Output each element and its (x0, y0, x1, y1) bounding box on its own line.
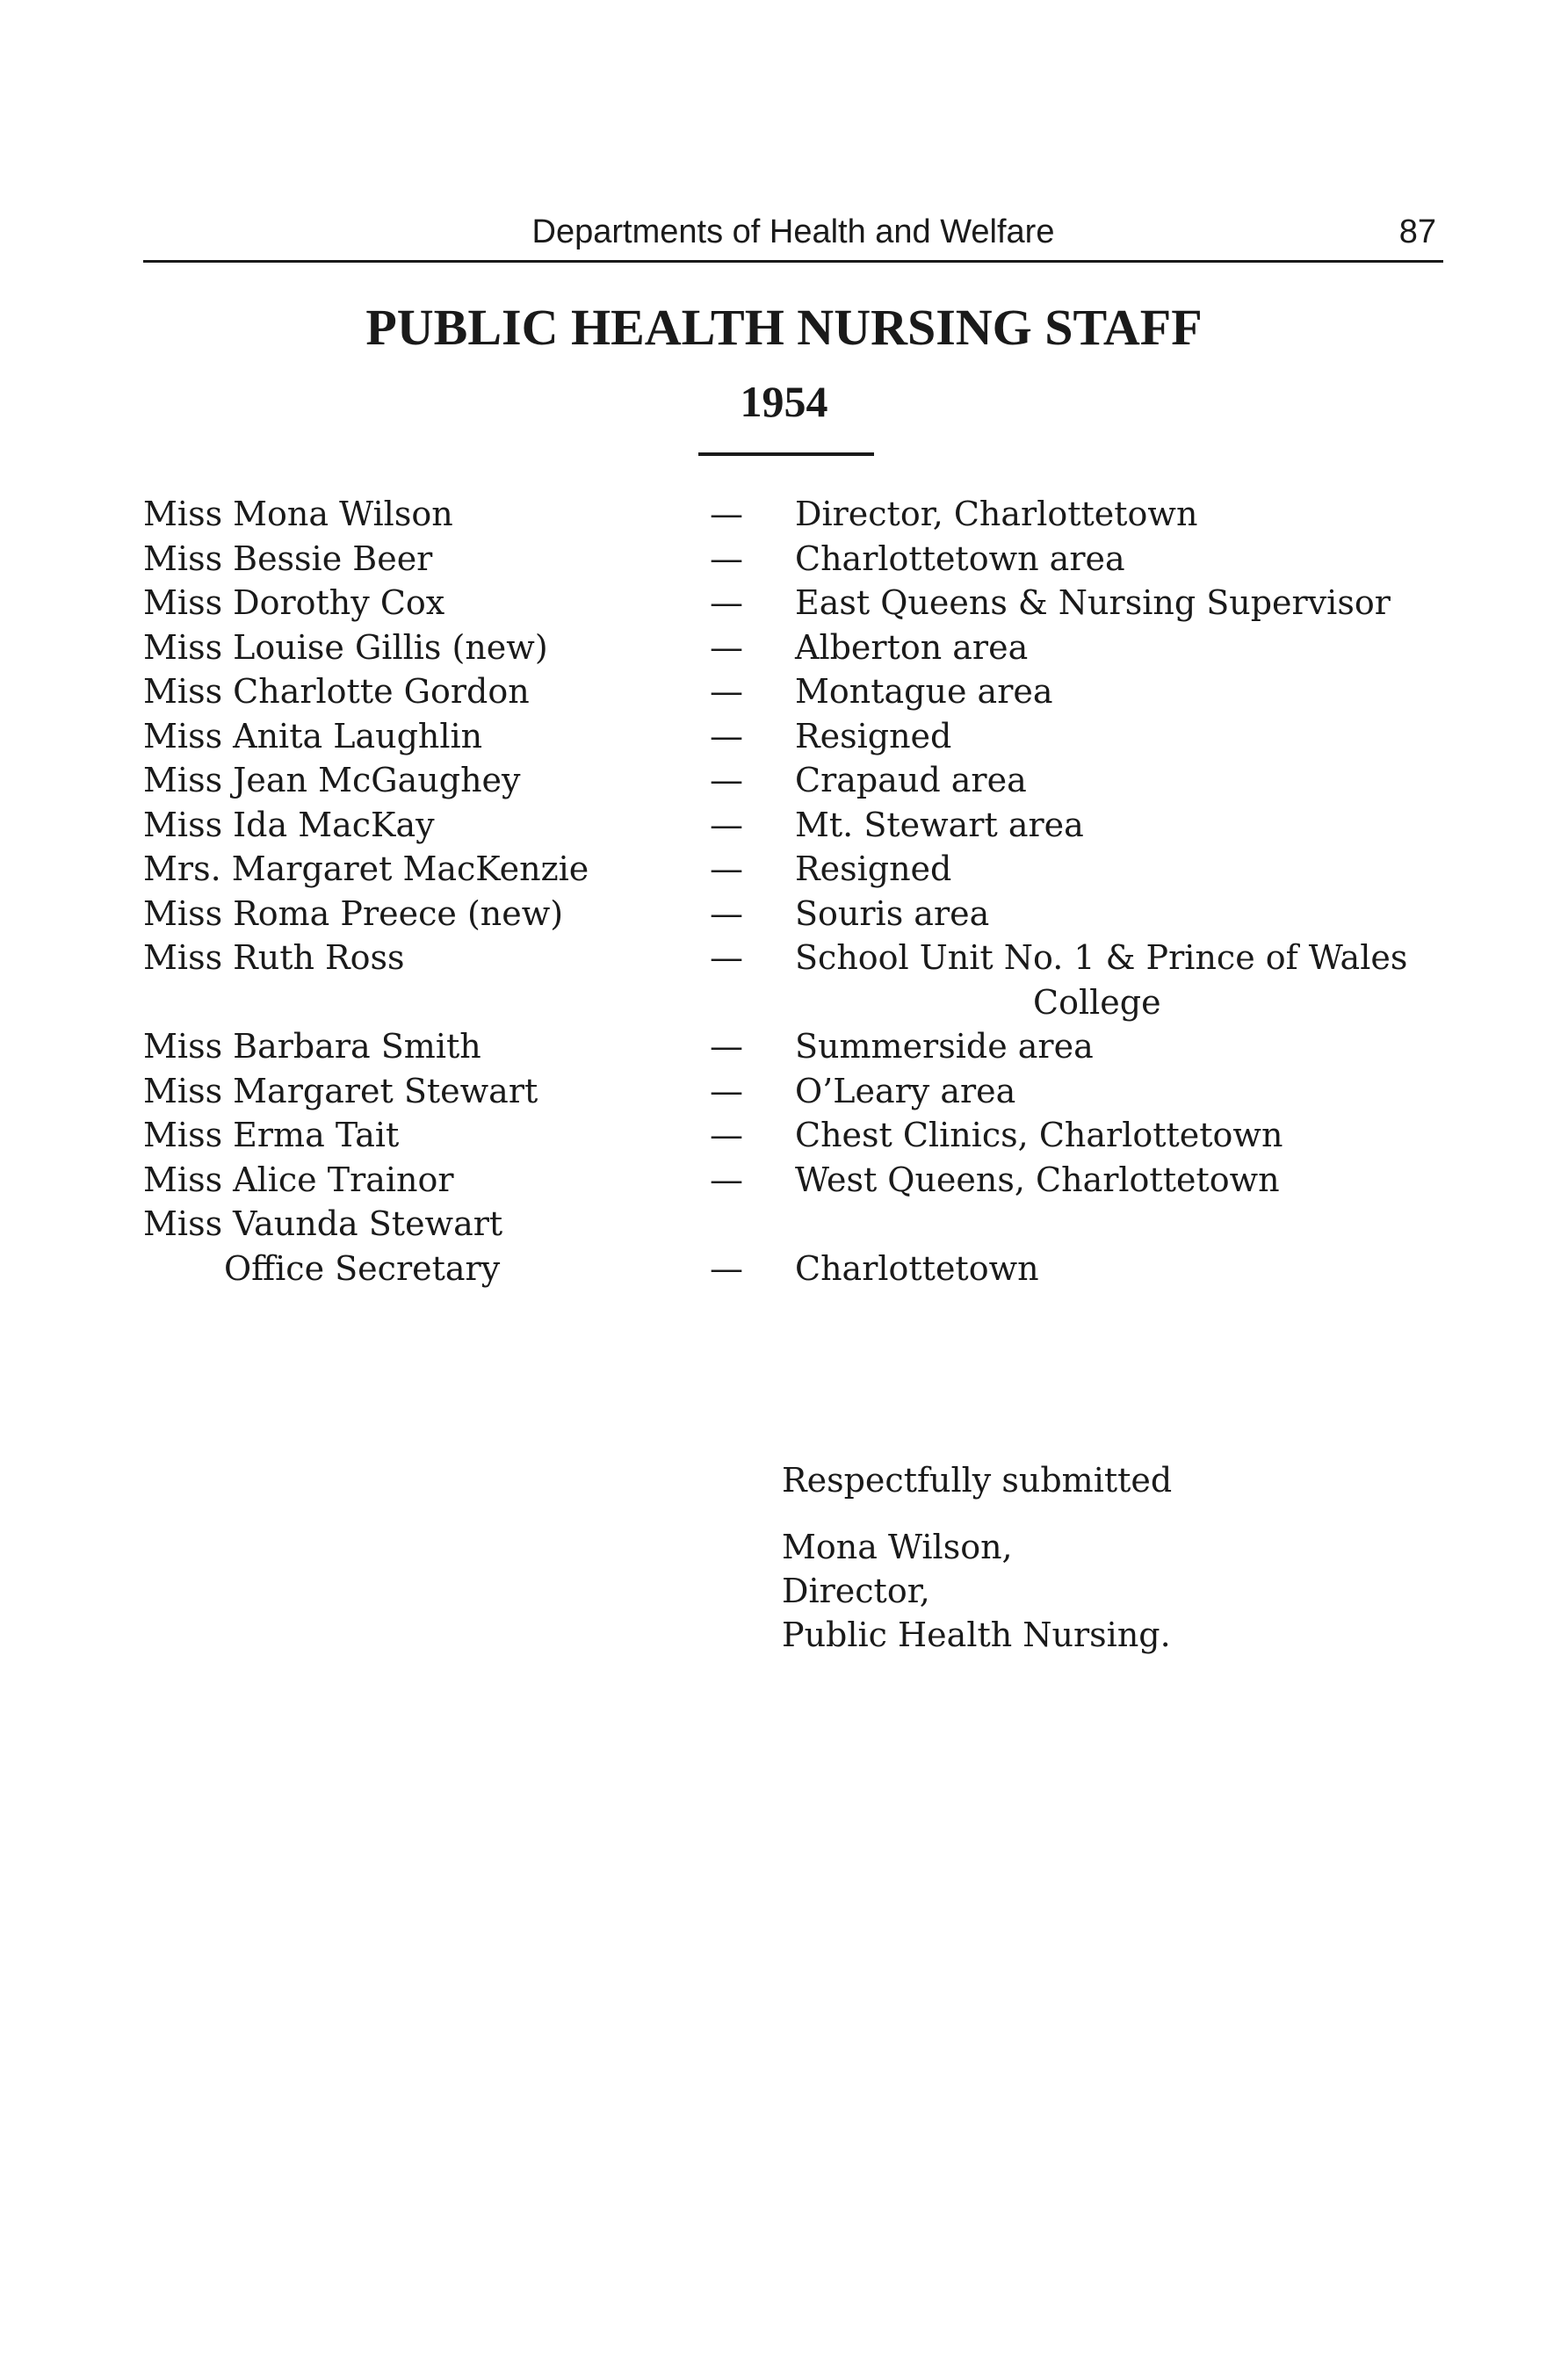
staff-assignment: Director, Charlottetown (795, 495, 1198, 533)
staff-assignment: Mt. Stewart area (795, 805, 1084, 844)
dash-separator: — (710, 805, 743, 844)
dash-separator: — (710, 1248, 743, 1288)
staff-name: Mrs. Margaret MacKenzie (143, 849, 589, 888)
dash-separator: — (710, 761, 743, 799)
signatory-role: Director, (782, 1572, 930, 1610)
staff-name: Miss Louise Gillis (new) (143, 627, 548, 667)
title-rule (698, 452, 874, 456)
staff-assignment: West Queens, Charlottetown (795, 1160, 1280, 1199)
dash-separator: — (710, 893, 743, 933)
dash-separator: — (710, 1027, 743, 1066)
dash-separator: — (710, 1116, 743, 1154)
staff-row (0, 714, 1568, 759)
dash-separator: — (710, 1160, 743, 1199)
staff-name: Miss Vaunda Stewart (143, 1204, 503, 1243)
dash-separator: — (710, 583, 743, 622)
staff-assignment: Resigned (795, 716, 952, 755)
staff-assignment: Charlottetown (795, 1248, 1039, 1288)
dash-separator: — (710, 716, 743, 755)
staff-name: Miss Roma Preece (new) (143, 893, 564, 933)
staff-row (0, 537, 1568, 582)
staff-row (0, 625, 1568, 670)
dash-separator: — (710, 539, 743, 578)
staff-assignment: Souris area (795, 893, 990, 933)
staff-name: Miss Erma Tait (143, 1116, 400, 1154)
staff-name: Miss Dorothy Cox (143, 583, 445, 622)
staff-row (0, 1113, 1568, 1158)
staff-row (0, 803, 1568, 848)
staff-name: Miss Alice Trainor (143, 1160, 454, 1199)
staff-name: Miss Barbara Smith (143, 1027, 481, 1066)
staff-name: Miss Jean McGaughey (143, 761, 521, 799)
staff-assignment: Summerside area (795, 1027, 1094, 1066)
report-year: 1954 (740, 377, 828, 426)
staff-name: Miss Ruth Ross (143, 938, 405, 977)
staff-list (0, 492, 1568, 1290)
staff-assignment: East Queens & Nursing Supervisor (795, 583, 1391, 622)
staff-assignment: Charlottetown area (795, 539, 1125, 578)
staff-row (0, 892, 1568, 936)
staff-row (0, 758, 1568, 803)
dash-separator: — (710, 849, 743, 888)
signature-lead: Respectfully submitted (782, 1461, 1173, 1500)
staff-name: Miss Mona Wilson (143, 495, 453, 533)
staff-row (0, 581, 1568, 625)
staff-row (0, 1202, 1568, 1247)
staff-assignment: Crapaud area (795, 761, 1027, 799)
staff-name: Miss Charlotte Gordon (143, 672, 530, 711)
staff-row (0, 1024, 1568, 1069)
staff-row (0, 1069, 1568, 1114)
staff-row (0, 669, 1568, 714)
staff-row-continuation (0, 1247, 1568, 1291)
dash-separator: — (710, 938, 743, 977)
staff-assignment-continued: College (1033, 982, 1161, 1022)
dash-separator: — (710, 495, 743, 533)
staff-row (0, 1158, 1568, 1203)
staff-assignment: Alberton area (795, 627, 1029, 667)
signatory-name: Mona Wilson, (782, 1528, 1013, 1566)
staff-row (0, 492, 1568, 537)
staff-row-continuation (0, 980, 1568, 1025)
running-header (143, 207, 1443, 263)
page-title: PUBLIC HEALTH NURSING STAFF (365, 299, 1203, 356)
staff-row (0, 847, 1568, 892)
running-title: Departments of Health and Welfare (531, 213, 1055, 250)
dash-separator: — (710, 1071, 743, 1110)
staff-name: Miss Bessie Beer (143, 539, 433, 578)
dash-separator: — (710, 672, 743, 711)
staff-assignment: School Unit No. 1 & Prince of Wales (795, 938, 1408, 977)
signatory-department: Public Health Nursing. (782, 1616, 1171, 1654)
page-number: 87 (1398, 213, 1436, 250)
staff-assignment: Chest Clinics, Charlottetown (795, 1116, 1283, 1154)
staff-name: Miss Ida MacKay (143, 805, 435, 844)
staff-row (0, 936, 1568, 980)
staff-subtitle: Office Secretary (224, 1248, 501, 1288)
dash-separator: — (710, 627, 743, 667)
staff-assignment: O’Leary area (795, 1071, 1016, 1110)
staff-name: Miss Anita Laughlin (143, 716, 483, 755)
staff-name: Miss Margaret Stewart (143, 1071, 538, 1110)
staff-assignment: Resigned (795, 849, 952, 888)
signature-block (782, 1458, 1172, 1657)
staff-assignment: Montague area (795, 672, 1053, 711)
